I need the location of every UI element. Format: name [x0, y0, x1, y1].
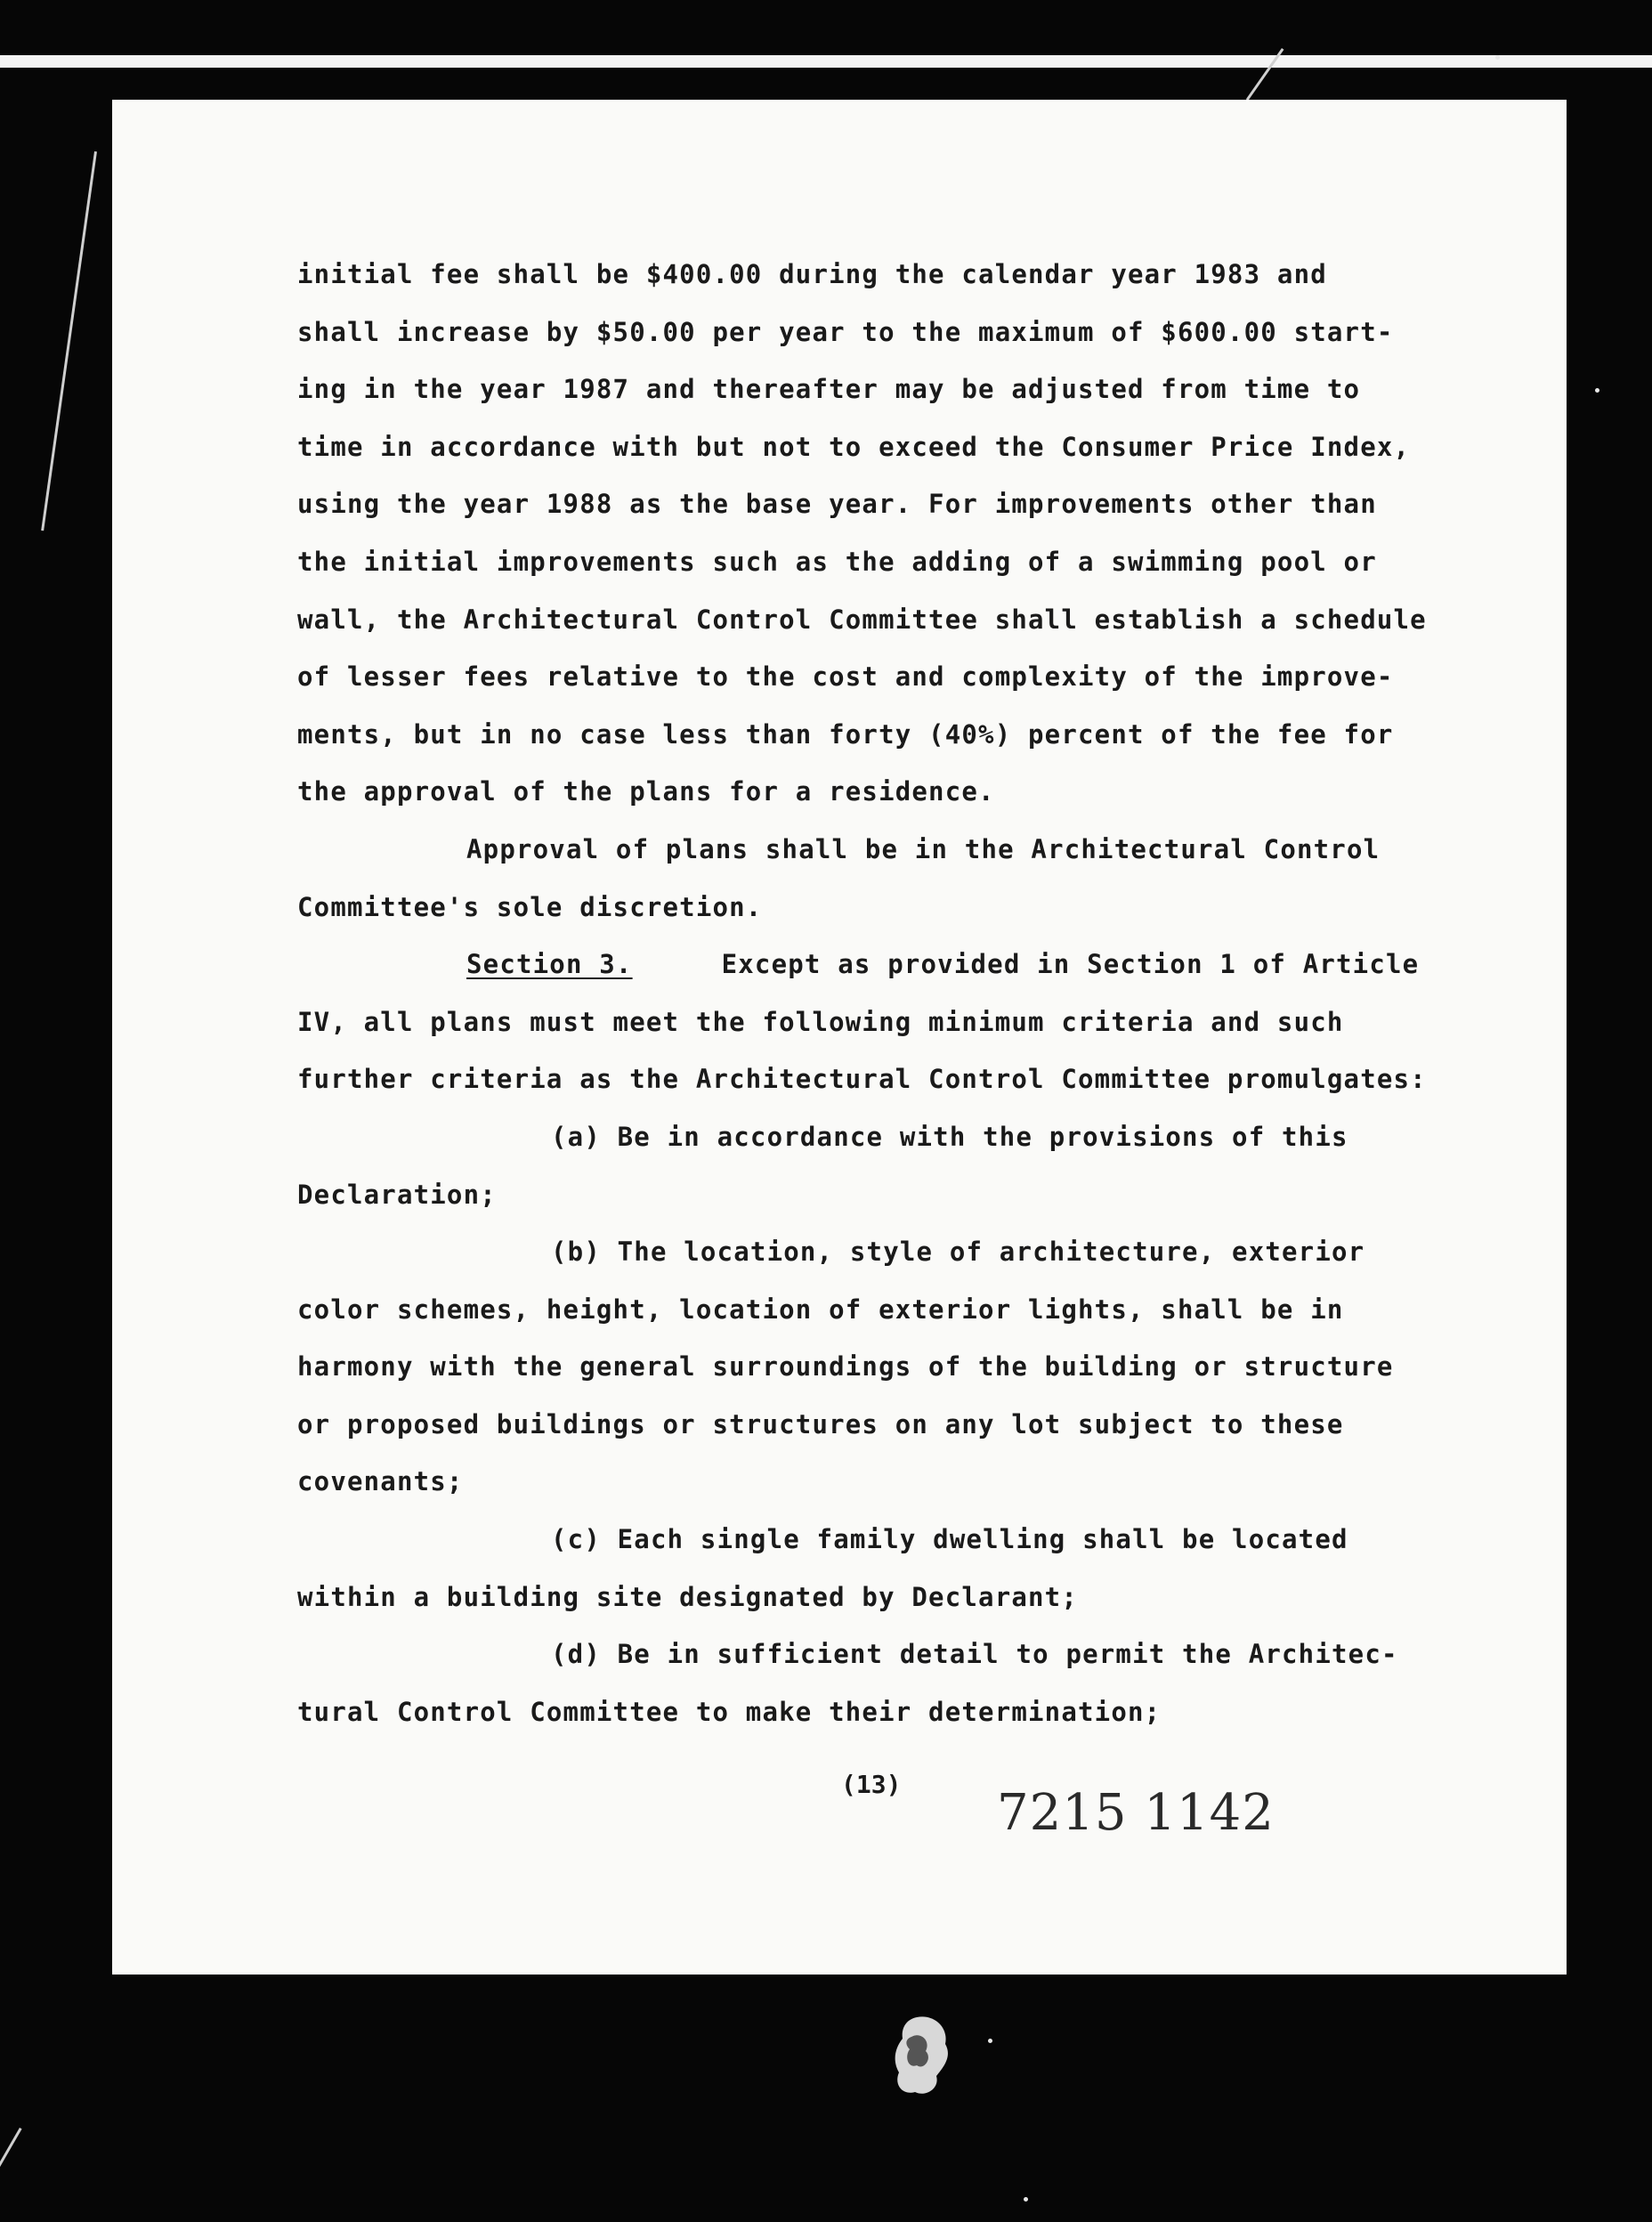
item-b-line: or proposed buildings or structures on any lot subject to these [297, 1408, 1344, 1439]
item-b-line: covenants; [297, 1466, 464, 1497]
body-line: the initial improvements such as the adding of a swimming pool or [297, 546, 1377, 577]
body-line: initial fee shall be $400.00 during the calendar year 1983 and [297, 259, 1327, 289]
scan-artifact-blot [890, 2014, 954, 2099]
body-line: of lesser fees relative to the cost and complexity of the improve- [297, 661, 1394, 693]
section-3-text: Except as provided in Section 1 of Article [721, 949, 1420, 980]
section-3-line: further criteria as the Architectural Control Committee promulgates: [297, 1064, 1427, 1095]
body-line: wall, the Architectural Control Committee shall establish a schedule [297, 604, 1427, 635]
section-3-line: IV, all plans must meet the following minimum criteria and such [297, 1006, 1344, 1037]
item-c-line: (c) Each single family dwelling shall be located [551, 1524, 1348, 1555]
page-number: (13) [841, 1770, 902, 1799]
scan-scratch [41, 151, 97, 531]
item-d-line: (d) Be in sufficient detail to permit the Architec- [551, 1639, 1398, 1670]
item-c-line: within a building site designated by Declarant; [297, 1581, 1078, 1612]
item-b-line: (b) The location, style of architecture, exterior [551, 1237, 1365, 1268]
body-line: time in accordance with but not to exceed the Consumer Price Index, [297, 431, 1411, 462]
dust-speck [1495, 55, 1500, 60]
body-line: shall increase by $50.00 per year to the maximum of $600.00 start- [297, 316, 1394, 347]
body-line: using the year 1988 as the base year. For improvements other than [297, 489, 1377, 520]
recording-stamp: 7215 1142 [997, 1784, 1275, 1842]
scan-scratch [0, 2128, 22, 2206]
dust-speck [1595, 388, 1599, 393]
section-3-heading: Section 3. [466, 949, 633, 980]
dust-speck [1024, 2197, 1028, 2202]
body-line: ing in the year 1987 and thereafter may be adjusted from time to [297, 374, 1361, 405]
item-b-line: harmony with the general surroundings of the building or structure [297, 1351, 1394, 1383]
body-line: ments, but in no case less than forty (40%) percent of the fee for [297, 718, 1394, 750]
scan-edge-stripe [0, 55, 1652, 68]
item-a-line: (a) Be in accordance with the provisions of this [551, 1121, 1348, 1152]
item-b-line: color schemes, height, location of exterior lights, shall be in [297, 1293, 1344, 1325]
section-3-first-line [297, 936, 1481, 993]
item-d-line: tural Control Committee to make their determination; [297, 1696, 1162, 1727]
approval-paragraph-line: Approval of plans shall be in the Architectural Control [466, 833, 1381, 864]
document-body [297, 246, 1481, 1740]
item-a-line: Declaration; [297, 1179, 497, 1210]
dust-speck [988, 2039, 992, 2043]
approval-paragraph-line: Committee's sole discretion. [297, 891, 763, 922]
body-line: the approval of the plans for a residence. [297, 776, 995, 807]
